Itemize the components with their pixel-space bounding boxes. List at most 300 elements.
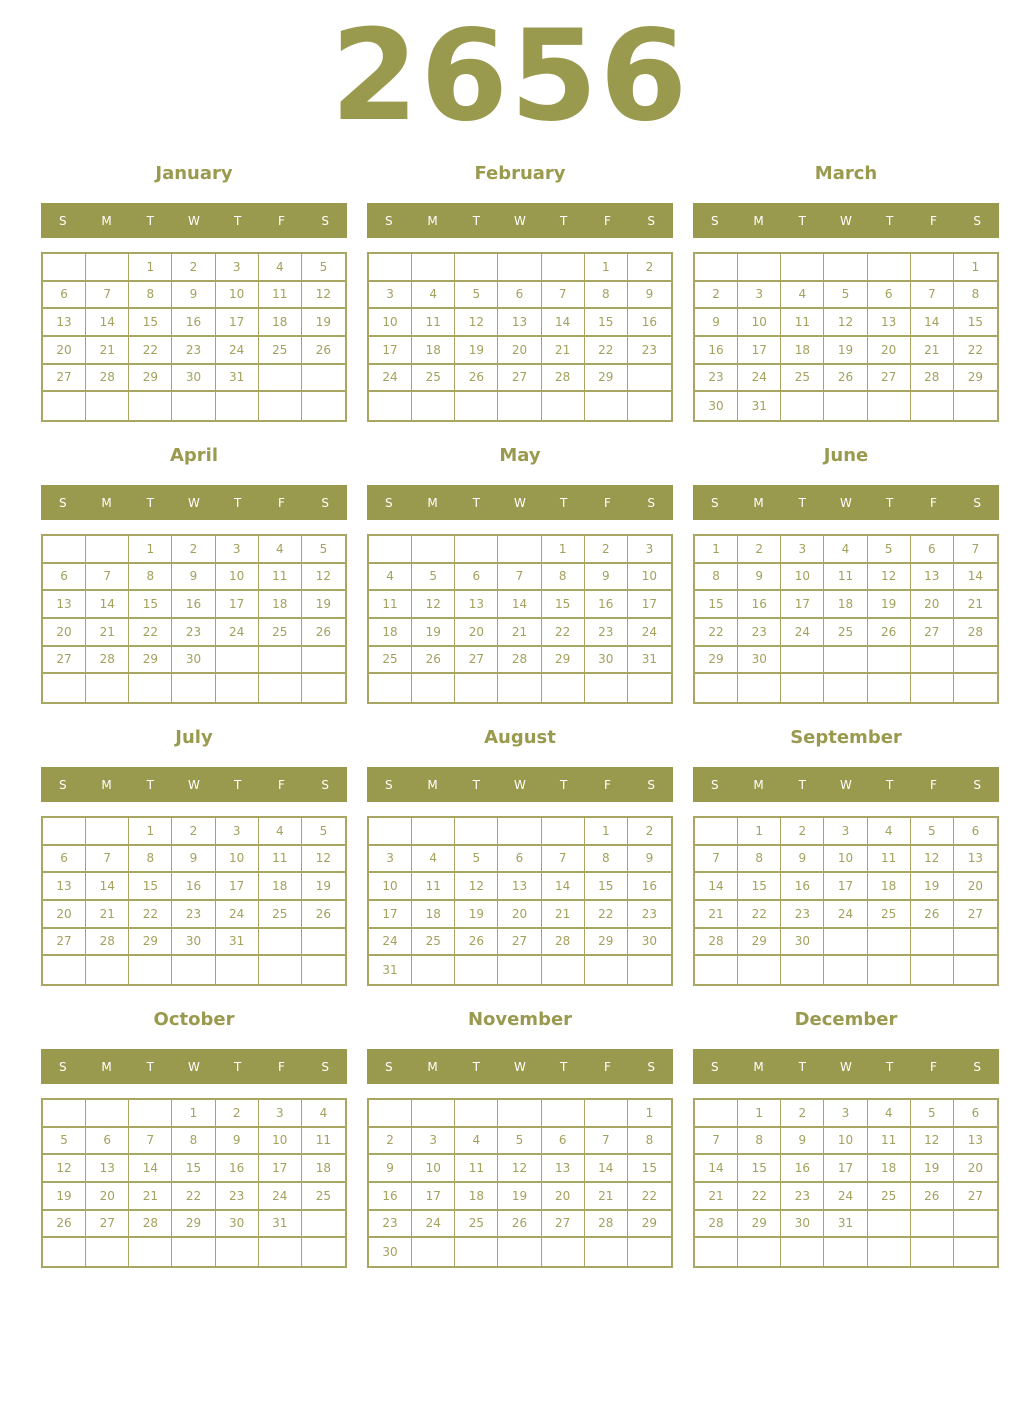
empty-date-cell xyxy=(302,365,345,393)
date-cell: 13 xyxy=(43,591,86,619)
empty-date-cell xyxy=(868,674,911,702)
weekday-label: W xyxy=(188,1059,200,1074)
date-cell: 9 xyxy=(172,564,215,592)
empty-date-cell xyxy=(954,392,997,420)
weekday-label: F xyxy=(277,777,285,792)
date-cell: 13 xyxy=(542,1155,585,1183)
date-cell: 6 xyxy=(911,536,954,564)
date-cell: 10 xyxy=(738,309,781,337)
date-cell: 18 xyxy=(369,619,412,647)
date-cell: 22 xyxy=(738,1183,781,1211)
date-cell: 10 xyxy=(216,564,259,592)
date-grid xyxy=(367,252,673,422)
date-cell: 27 xyxy=(455,647,498,675)
month-block xyxy=(693,1009,999,1268)
weekday-label: T xyxy=(472,777,480,792)
date-cell: 20 xyxy=(455,619,498,647)
date-cell: 3 xyxy=(369,846,412,874)
weekday-header-row xyxy=(41,203,347,238)
date-cell: 15 xyxy=(695,591,738,619)
date-cell: 14 xyxy=(86,309,129,337)
date-cell: 18 xyxy=(302,1155,345,1183)
date-cell: 10 xyxy=(259,1128,302,1156)
date-cell: 20 xyxy=(86,1183,129,1211)
weekday-header-row xyxy=(367,1049,673,1084)
date-cell: 5 xyxy=(455,846,498,874)
date-cell: 12 xyxy=(302,846,345,874)
date-cell: 20 xyxy=(954,873,997,901)
date-cell: 31 xyxy=(216,929,259,957)
weekday-header-row xyxy=(367,203,673,238)
date-cell: 9 xyxy=(369,1155,412,1183)
date-cell: 31 xyxy=(628,647,671,675)
date-cell: 27 xyxy=(954,1183,997,1211)
empty-date-cell xyxy=(954,674,997,702)
date-cell: 3 xyxy=(259,1100,302,1128)
weekday-label: S xyxy=(711,495,719,510)
month-title: July xyxy=(175,727,213,748)
date-cell: 27 xyxy=(43,929,86,957)
date-cell: 24 xyxy=(259,1183,302,1211)
empty-date-cell xyxy=(129,674,172,702)
date-cell: 15 xyxy=(585,309,628,337)
empty-date-cell xyxy=(259,1238,302,1266)
empty-date-cell xyxy=(172,392,215,420)
months-grid xyxy=(0,163,1020,1268)
date-cell: 1 xyxy=(585,818,628,846)
empty-date-cell xyxy=(628,392,671,420)
weekday-label: F xyxy=(277,213,285,228)
date-cell: 17 xyxy=(628,591,671,619)
empty-date-cell xyxy=(868,1238,911,1266)
weekday-label: F xyxy=(277,1059,285,1074)
date-cell: 11 xyxy=(824,564,867,592)
weekday-label: M xyxy=(427,213,438,228)
empty-date-cell xyxy=(868,1211,911,1239)
date-cell: 4 xyxy=(455,1128,498,1156)
date-cell: 15 xyxy=(628,1155,671,1183)
date-cell: 26 xyxy=(824,365,867,393)
weekday-label: S xyxy=(59,495,67,510)
date-cell: 4 xyxy=(868,818,911,846)
month-block xyxy=(41,1009,347,1268)
date-cell: 15 xyxy=(542,591,585,619)
empty-date-cell xyxy=(302,1211,345,1239)
weekday-label: T xyxy=(472,213,480,228)
empty-date-cell xyxy=(455,818,498,846)
date-cell: 12 xyxy=(911,846,954,874)
date-cell: 14 xyxy=(129,1155,172,1183)
date-cell: 15 xyxy=(585,873,628,901)
date-cell: 9 xyxy=(216,1128,259,1156)
date-cell: 26 xyxy=(868,619,911,647)
date-cell: 25 xyxy=(259,901,302,929)
date-cell: 19 xyxy=(302,873,345,901)
empty-date-cell xyxy=(455,392,498,420)
weekday-label: S xyxy=(711,1059,719,1074)
date-cell: 29 xyxy=(695,647,738,675)
date-cell: 29 xyxy=(129,365,172,393)
weekday-label: S xyxy=(711,213,719,228)
empty-date-cell xyxy=(412,392,455,420)
empty-date-cell xyxy=(302,674,345,702)
weekday-label: M xyxy=(753,495,764,510)
date-cell: 12 xyxy=(302,564,345,592)
weekday-label: S xyxy=(973,495,981,510)
empty-date-cell xyxy=(911,956,954,984)
date-cell: 6 xyxy=(43,564,86,592)
empty-date-cell xyxy=(911,1211,954,1239)
empty-date-cell xyxy=(259,674,302,702)
date-cell: 20 xyxy=(43,337,86,365)
date-cell: 5 xyxy=(868,536,911,564)
date-cell: 13 xyxy=(868,309,911,337)
date-cell: 24 xyxy=(216,337,259,365)
empty-date-cell xyxy=(868,254,911,282)
date-cell: 11 xyxy=(369,591,412,619)
date-cell: 21 xyxy=(86,337,129,365)
empty-date-cell xyxy=(498,956,541,984)
empty-date-cell xyxy=(86,254,129,282)
weekday-label: T xyxy=(886,495,894,510)
date-cell: 27 xyxy=(868,365,911,393)
weekday-label: F xyxy=(929,1059,937,1074)
date-cell: 24 xyxy=(412,1211,455,1239)
date-cell: 24 xyxy=(628,619,671,647)
weekday-label: S xyxy=(59,777,67,792)
empty-date-cell xyxy=(585,1238,628,1266)
date-cell: 20 xyxy=(954,1155,997,1183)
weekday-label: S xyxy=(385,495,393,510)
date-cell: 22 xyxy=(172,1183,215,1211)
weekday-label: T xyxy=(146,213,154,228)
month-title: October xyxy=(153,1009,235,1030)
date-cell: 30 xyxy=(781,929,824,957)
date-cell: 5 xyxy=(302,254,345,282)
weekday-label: T xyxy=(798,213,806,228)
date-cell: 16 xyxy=(628,873,671,901)
empty-date-cell xyxy=(302,956,345,984)
weekday-header-row xyxy=(41,485,347,520)
date-cell: 29 xyxy=(954,365,997,393)
date-cell: 30 xyxy=(781,1211,824,1239)
date-cell: 18 xyxy=(868,873,911,901)
date-cell: 17 xyxy=(369,337,412,365)
empty-date-cell xyxy=(43,1238,86,1266)
date-cell: 4 xyxy=(781,282,824,310)
empty-date-cell xyxy=(911,1238,954,1266)
weekday-label: T xyxy=(472,495,480,510)
weekday-label: S xyxy=(385,1059,393,1074)
date-grid xyxy=(693,252,999,422)
date-cell: 26 xyxy=(455,365,498,393)
date-cell: 4 xyxy=(369,564,412,592)
weekday-label: T xyxy=(886,213,894,228)
date-cell: 25 xyxy=(369,647,412,675)
empty-date-cell xyxy=(911,647,954,675)
empty-date-cell xyxy=(369,818,412,846)
empty-date-cell xyxy=(129,1100,172,1128)
date-cell: 14 xyxy=(695,873,738,901)
date-cell: 17 xyxy=(216,591,259,619)
date-cell: 5 xyxy=(43,1128,86,1156)
date-cell: 13 xyxy=(954,846,997,874)
date-cell: 10 xyxy=(824,846,867,874)
empty-date-cell xyxy=(695,1238,738,1266)
date-cell: 6 xyxy=(43,282,86,310)
date-cell: 22 xyxy=(129,901,172,929)
month-block xyxy=(367,163,673,422)
date-cell: 12 xyxy=(911,1128,954,1156)
date-cell: 31 xyxy=(738,392,781,420)
date-cell: 11 xyxy=(302,1128,345,1156)
date-cell: 8 xyxy=(542,564,585,592)
date-cell: 18 xyxy=(412,337,455,365)
date-cell: 10 xyxy=(216,846,259,874)
date-cell: 23 xyxy=(585,619,628,647)
weekday-label: M xyxy=(427,777,438,792)
empty-date-cell xyxy=(412,674,455,702)
date-cell: 1 xyxy=(129,254,172,282)
date-cell: 20 xyxy=(498,337,541,365)
empty-date-cell xyxy=(302,1238,345,1266)
date-cell: 22 xyxy=(695,619,738,647)
empty-date-cell xyxy=(824,392,867,420)
weekday-label: F xyxy=(603,213,611,228)
date-cell: 10 xyxy=(369,873,412,901)
empty-date-cell xyxy=(738,674,781,702)
date-cell: 8 xyxy=(585,846,628,874)
empty-date-cell xyxy=(259,647,302,675)
weekday-label: T xyxy=(234,1059,242,1074)
date-cell: 23 xyxy=(216,1183,259,1211)
date-cell: 3 xyxy=(369,282,412,310)
date-cell: 29 xyxy=(172,1211,215,1239)
date-cell: 10 xyxy=(216,282,259,310)
empty-date-cell xyxy=(216,956,259,984)
date-cell: 8 xyxy=(129,282,172,310)
empty-date-cell xyxy=(781,254,824,282)
weekday-label: S xyxy=(973,213,981,228)
empty-date-cell xyxy=(781,647,824,675)
empty-date-cell xyxy=(954,647,997,675)
date-cell: 18 xyxy=(259,591,302,619)
date-cell: 21 xyxy=(129,1183,172,1211)
date-cell: 9 xyxy=(781,1128,824,1156)
month-title: May xyxy=(499,445,541,466)
weekday-label: W xyxy=(188,213,200,228)
weekday-label: T xyxy=(560,213,568,228)
date-cell: 3 xyxy=(781,536,824,564)
date-cell: 25 xyxy=(259,619,302,647)
date-cell: 4 xyxy=(259,254,302,282)
date-cell: 7 xyxy=(585,1128,628,1156)
empty-date-cell xyxy=(781,674,824,702)
date-cell: 9 xyxy=(628,846,671,874)
empty-date-cell xyxy=(781,956,824,984)
month-title: February xyxy=(474,163,566,184)
weekday-label: S xyxy=(647,1059,655,1074)
empty-date-cell xyxy=(86,1100,129,1128)
empty-date-cell xyxy=(542,392,585,420)
empty-date-cell xyxy=(412,254,455,282)
weekday-label: M xyxy=(753,1059,764,1074)
date-cell: 13 xyxy=(86,1155,129,1183)
date-cell: 11 xyxy=(455,1155,498,1183)
date-cell: 27 xyxy=(542,1211,585,1239)
date-cell: 30 xyxy=(738,647,781,675)
date-cell: 2 xyxy=(781,1100,824,1128)
weekday-label: T xyxy=(798,777,806,792)
date-cell: 22 xyxy=(129,337,172,365)
date-cell: 3 xyxy=(216,254,259,282)
date-cell: 8 xyxy=(738,846,781,874)
date-cell: 20 xyxy=(868,337,911,365)
date-grid xyxy=(41,534,347,704)
date-cell: 12 xyxy=(824,309,867,337)
date-cell: 14 xyxy=(911,309,954,337)
date-cell: 19 xyxy=(302,309,345,337)
empty-date-cell xyxy=(412,956,455,984)
date-cell: 22 xyxy=(738,901,781,929)
empty-date-cell xyxy=(412,1238,455,1266)
date-cell: 15 xyxy=(172,1155,215,1183)
weekday-label: W xyxy=(514,777,526,792)
date-cell: 3 xyxy=(824,1100,867,1128)
date-cell: 23 xyxy=(172,337,215,365)
date-cell: 9 xyxy=(738,564,781,592)
date-cell: 12 xyxy=(868,564,911,592)
date-cell: 5 xyxy=(911,1100,954,1128)
date-cell: 19 xyxy=(824,337,867,365)
weekday-label: F xyxy=(929,213,937,228)
date-cell: 20 xyxy=(911,591,954,619)
date-cell: 22 xyxy=(542,619,585,647)
date-cell: 7 xyxy=(542,282,585,310)
weekday-label: T xyxy=(234,213,242,228)
empty-date-cell xyxy=(628,956,671,984)
empty-date-cell xyxy=(628,365,671,393)
date-cell: 2 xyxy=(172,254,215,282)
empty-date-cell xyxy=(455,254,498,282)
date-cell: 30 xyxy=(172,929,215,957)
date-cell: 21 xyxy=(542,337,585,365)
date-cell: 19 xyxy=(455,337,498,365)
date-cell: 11 xyxy=(412,309,455,337)
date-cell: 11 xyxy=(412,873,455,901)
empty-date-cell xyxy=(172,956,215,984)
date-cell: 31 xyxy=(216,365,259,393)
date-cell: 1 xyxy=(172,1100,215,1128)
date-cell: 27 xyxy=(954,901,997,929)
date-cell: 17 xyxy=(738,337,781,365)
date-cell: 31 xyxy=(369,956,412,984)
weekday-label: S xyxy=(321,1059,329,1074)
empty-date-cell xyxy=(455,956,498,984)
weekday-label: S xyxy=(385,777,393,792)
empty-date-cell xyxy=(542,674,585,702)
date-cell: 23 xyxy=(781,901,824,929)
date-cell: 14 xyxy=(542,873,585,901)
empty-date-cell xyxy=(585,674,628,702)
empty-date-cell xyxy=(86,536,129,564)
empty-date-cell xyxy=(43,1100,86,1128)
date-cell: 8 xyxy=(172,1128,215,1156)
month-title: March xyxy=(814,163,878,184)
date-cell: 12 xyxy=(455,873,498,901)
date-cell: 5 xyxy=(911,818,954,846)
empty-date-cell xyxy=(129,956,172,984)
weekday-header-row xyxy=(693,767,999,802)
date-cell: 24 xyxy=(824,1183,867,1211)
weekday-label: W xyxy=(188,777,200,792)
empty-date-cell xyxy=(412,536,455,564)
weekday-label: T xyxy=(798,495,806,510)
date-cell: 1 xyxy=(628,1100,671,1128)
empty-date-cell xyxy=(868,647,911,675)
date-grid xyxy=(367,534,673,704)
empty-date-cell xyxy=(824,1238,867,1266)
date-cell: 12 xyxy=(412,591,455,619)
empty-date-cell xyxy=(911,929,954,957)
empty-date-cell xyxy=(498,674,541,702)
date-cell: 28 xyxy=(585,1211,628,1239)
weekday-label: S xyxy=(973,777,981,792)
weekday-label: W xyxy=(514,1059,526,1074)
date-cell: 25 xyxy=(259,337,302,365)
date-cell: 16 xyxy=(172,309,215,337)
empty-date-cell xyxy=(954,956,997,984)
date-cell: 10 xyxy=(369,309,412,337)
date-cell: 27 xyxy=(86,1211,129,1239)
empty-date-cell xyxy=(259,392,302,420)
weekday-label: T xyxy=(472,1059,480,1074)
date-cell: 28 xyxy=(86,365,129,393)
empty-date-cell xyxy=(129,1238,172,1266)
date-cell: 3 xyxy=(412,1128,455,1156)
month-block xyxy=(41,445,347,704)
weekday-label: M xyxy=(101,213,112,228)
month-title: April xyxy=(169,445,219,466)
date-cell: 21 xyxy=(695,901,738,929)
date-cell: 5 xyxy=(824,282,867,310)
date-cell: 13 xyxy=(498,873,541,901)
weekday-label: T xyxy=(886,777,894,792)
date-cell: 9 xyxy=(585,564,628,592)
empty-date-cell xyxy=(43,536,86,564)
empty-date-cell xyxy=(216,647,259,675)
date-cell: 11 xyxy=(868,846,911,874)
date-cell: 8 xyxy=(628,1128,671,1156)
date-cell: 6 xyxy=(954,818,997,846)
month-title: January xyxy=(155,163,233,184)
date-cell: 7 xyxy=(542,846,585,874)
empty-date-cell xyxy=(259,365,302,393)
date-cell: 18 xyxy=(824,591,867,619)
empty-date-cell xyxy=(781,392,824,420)
empty-date-cell xyxy=(695,254,738,282)
date-cell: 25 xyxy=(781,365,824,393)
date-cell: 7 xyxy=(86,282,129,310)
empty-date-cell xyxy=(498,818,541,846)
empty-date-cell xyxy=(43,254,86,282)
date-cell: 21 xyxy=(954,591,997,619)
date-cell: 15 xyxy=(954,309,997,337)
date-cell: 26 xyxy=(911,901,954,929)
date-cell: 20 xyxy=(542,1183,585,1211)
date-cell: 2 xyxy=(172,536,215,564)
date-cell: 2 xyxy=(172,818,215,846)
